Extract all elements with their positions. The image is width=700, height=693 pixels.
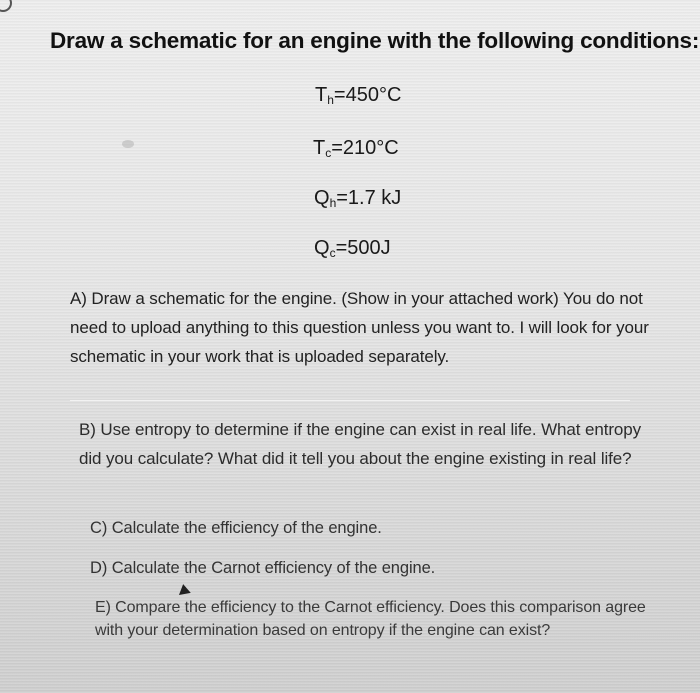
condition-cold-temperature	[313, 137, 399, 160]
condition-value: =1.7 kJ	[336, 187, 402, 209]
question-e: E) Compare the efficiency to the Carnot efficiency. Does this comparison agree with your determination based on entropy if the engine can exist?	[95, 599, 646, 639]
page-title: Draw a schematic for an engine with the following conditions:	[50, 28, 700, 53]
condition-subscript: h	[327, 93, 334, 107]
condition-symbol: Q	[314, 187, 330, 209]
smudge-mark	[122, 140, 134, 148]
condition-subscript: c	[325, 146, 332, 160]
condition-symbol: Q	[314, 237, 330, 259]
condition-heat-out	[314, 237, 391, 260]
condition-symbol: T	[315, 84, 328, 106]
question-a: A) Draw a schematic for the engine. (Show in your attached work) You do not need to upload anything to this question unless you want to. I will look for your schematic in your work that is uploaded separately.	[70, 289, 649, 366]
question-d: D) Calculate the Carnot efficiency of the engine.	[90, 559, 436, 577]
mouse-cursor-icon	[177, 583, 191, 595]
question-b: B) Use entropy to determine if the engine can exist in real life. What entropy did you calculate? What did it tell you about the engine existing in real life?	[79, 420, 641, 468]
condition-heat-in	[314, 187, 401, 210]
condition-value: =500J	[335, 237, 391, 259]
question-c: C) Calculate the efficiency of the engine.	[90, 519, 382, 537]
corner-mark	[0, 0, 12, 12]
condition-value: =210°C	[331, 137, 399, 159]
condition-subscript: c	[329, 246, 336, 260]
condition-value: =450°C	[333, 84, 402, 106]
condition-subscript: h	[329, 196, 337, 210]
condition-symbol: T	[313, 137, 326, 159]
section-divider	[70, 400, 630, 401]
condition-hot-temperature	[315, 84, 401, 107]
